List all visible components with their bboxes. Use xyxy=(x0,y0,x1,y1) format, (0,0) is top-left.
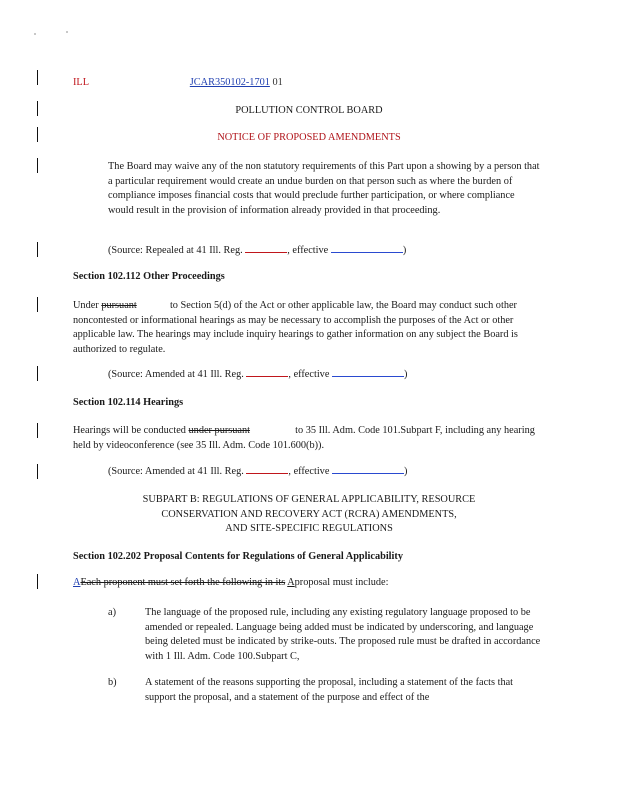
struck-word: pursuant xyxy=(101,300,137,311)
section-102-114-body xyxy=(73,424,535,453)
item-text: The language of the proposed rule, including any existing regulatory language proposed to be amended or repealed. Language being added must be indicated by underscoring, and language being deleted must be indicated by strike-outs. The proposed rule must be drafted in accordance with 1 Ill. Adm. Code 100.Subpart C, xyxy=(145,607,541,662)
subpart-line: SUBPART B: REGULATIONS OF GENERAL APPLICABILITY, RESOURCE xyxy=(142,494,476,505)
header-tail: 01 xyxy=(272,77,283,88)
item-label: a) xyxy=(108,607,116,618)
blank-date xyxy=(332,473,404,474)
source-note-amended xyxy=(108,368,407,383)
change-bar xyxy=(37,464,38,479)
change-bar xyxy=(37,574,38,589)
source-prefix: (Source: Repealed at 41 Ill. Reg. xyxy=(108,245,243,256)
change-bar xyxy=(37,366,38,381)
item-text: A statement of the reasons supporting the proposal, including a statement of the facts that support the proposal, and a statement of the purpose and effect of the xyxy=(145,677,514,703)
scan-speck xyxy=(34,33,36,35)
section-102-202-heading: Section 102.202 Proposal Contents for Regulations of General Applicability xyxy=(73,551,403,562)
blank-volume xyxy=(246,473,288,474)
intro-text: proposal must include: xyxy=(294,577,389,588)
change-bar xyxy=(37,423,38,438)
blank-date xyxy=(331,252,403,253)
source-close: ) xyxy=(403,369,408,380)
struck-words: under pursuant xyxy=(188,425,251,436)
source-effective: , effective xyxy=(288,369,330,380)
source-effective: , effective xyxy=(287,245,329,256)
source-note-amended xyxy=(108,465,407,480)
change-bar xyxy=(37,297,38,312)
subpart-line: CONSERVATION AND RECOVERY ACT (RCRA) AMENDMENTS, xyxy=(161,508,457,520)
subpart-b-heading xyxy=(0,493,618,537)
section-114-text: to 35 Ill. Adm. Code 101.Subpart F, including any hearing held by videoconference (see 35 Ill. Adm. Code 101.600(b)). xyxy=(73,425,535,451)
change-bar xyxy=(37,158,38,173)
running-header-notice: NOTICE OF PROPOSED AMENDMENTS xyxy=(217,132,401,143)
section-102-112-heading: Section 102.112 Other Proceedings xyxy=(73,271,225,282)
running-header-agency: POLLUTION CONTROL BOARD xyxy=(235,105,383,116)
source-prefix: (Source: Amended at 41 Ill. Reg. xyxy=(108,466,244,477)
section-102-202-intro xyxy=(73,576,535,591)
item-label: b) xyxy=(108,677,117,688)
section-112-text: to Section 5(d) of the Act or other applicable law, the Board may conduct such other noncontested or informational hearings as may be necessary to accomplish the purposes of the Act or other applicable law. The hearings may include inquiry hearings to gather information on any subject the Board is authorized to regulate. xyxy=(73,300,518,355)
struck-intro: Each proponent must set forth the following in its xyxy=(80,577,286,588)
word-under: Under xyxy=(73,300,99,311)
change-bar xyxy=(37,70,38,85)
source-effective: , effective xyxy=(288,466,330,477)
inserted-letter: A xyxy=(287,577,295,588)
scan-speck xyxy=(66,31,68,33)
subpart-line: AND SITE-SPECIFIC REGULATIONS xyxy=(225,523,393,535)
blank-date xyxy=(332,376,404,377)
header-state: ILL xyxy=(73,77,89,88)
blank-volume xyxy=(246,376,288,377)
header-jcar: JCAR350102-1701 xyxy=(189,77,270,88)
inserted-mark: A xyxy=(73,577,81,588)
running-header-line1 xyxy=(73,76,283,91)
section-114-lead: Hearings will be conducted xyxy=(73,425,186,436)
blank-volume xyxy=(245,252,287,253)
waiver-paragraph: The Board may waive any of the non statutory requirements of this Part upon a showing by a person that a particular requirement would create an undue burden on that person such as where the burden of compliance imposes financial costs that would preclude further participation, or where compliance would result in the provision of information already provided in that proceeding. xyxy=(108,161,540,216)
source-close: ) xyxy=(402,245,407,256)
change-bar xyxy=(37,242,38,257)
source-note-repealed xyxy=(108,244,406,259)
source-prefix: (Source: Amended at 41 Ill. Reg. xyxy=(108,369,244,380)
section-102-112-body xyxy=(73,299,535,357)
section-102-114-heading: Section 102.114 Hearings xyxy=(73,397,184,408)
source-close: ) xyxy=(403,466,408,477)
